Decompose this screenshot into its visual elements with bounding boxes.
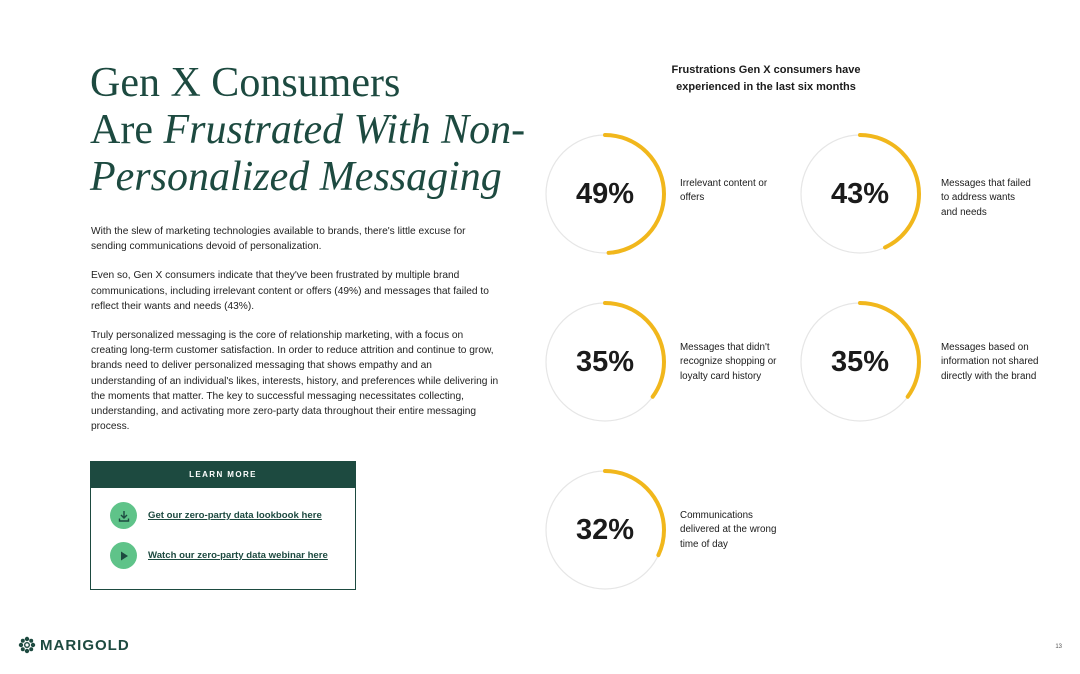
marigold-logo — [18, 636, 130, 654]
stat-value: 32% — [575, 513, 635, 546]
download-icon — [110, 502, 137, 529]
title-line-1: Gen X Consumers — [90, 60, 401, 106]
stat-value: 49% — [575, 177, 635, 210]
stat-description: Messages that failed to address wants and needs — [941, 178, 1031, 218]
webinar-link-label: Watch our zero-party data webinar here — [148, 550, 328, 561]
intro-paragraph-1: With the slew of marketing technologies available to brands, there's little excuse for sending communications devoid of personalization. — [91, 226, 466, 253]
page-title — [90, 60, 560, 201]
page-number: 13 — [1055, 644, 1062, 650]
stat-value: 35% — [575, 345, 635, 378]
lookbook-link-label: Get our zero-party data lookbook here — [148, 510, 322, 521]
stat-description: Messages that didn't recognize shopping or loyalty card history — [680, 342, 777, 382]
stat-value: 35% — [830, 345, 890, 378]
webinar-link[interactable] — [110, 542, 328, 569]
stat-description: Communications delivered at the wrong time of day — [680, 510, 777, 550]
play-icon — [110, 542, 137, 569]
stats-header: Frustrations Gen X consumers have experienced in the last six months — [671, 64, 861, 93]
learn-more-heading: LEARN MORE — [91, 462, 355, 488]
stat-description: Messages based on information not shared directly with the brand — [941, 342, 1039, 382]
title-line-2-regular: Are — [90, 107, 164, 153]
stat-description: Irrelevant content or offers — [680, 178, 768, 204]
intro-text — [91, 224, 499, 448]
intro-paragraph-3: Truly personalized messaging is the core of relationship marketing, with a focus on creating long-term customer satisfaction. In order to reduce attrition and continue to grow, brands need to deliver personalized messaging that shows empathy and an understanding of an individual's likes, interests, history, and preferences while delivering in the moments that matter. The key to successful messaging necessitates collecting, understanding, and activating more zero-party data throughout their entire messaging process. — [91, 330, 499, 433]
stat-value: 43% — [830, 177, 890, 210]
logo-text: MARIGOLD — [40, 636, 130, 654]
marigold-flower-icon — [18, 636, 36, 654]
title-line-2-italic: Frustrated With Non- — [163, 107, 526, 153]
intro-paragraph-2: Even so, Gen X consumers indicate that they've been frustrated by multiple brand communications, including irrelevant content or offers (49%) and messages that failed to reflect their wants and needs (43%). — [91, 270, 489, 312]
title-line-3-italic: Personalized Messaging — [90, 154, 502, 200]
lookbook-link[interactable] — [110, 502, 322, 529]
learn-more-box — [90, 461, 356, 590]
